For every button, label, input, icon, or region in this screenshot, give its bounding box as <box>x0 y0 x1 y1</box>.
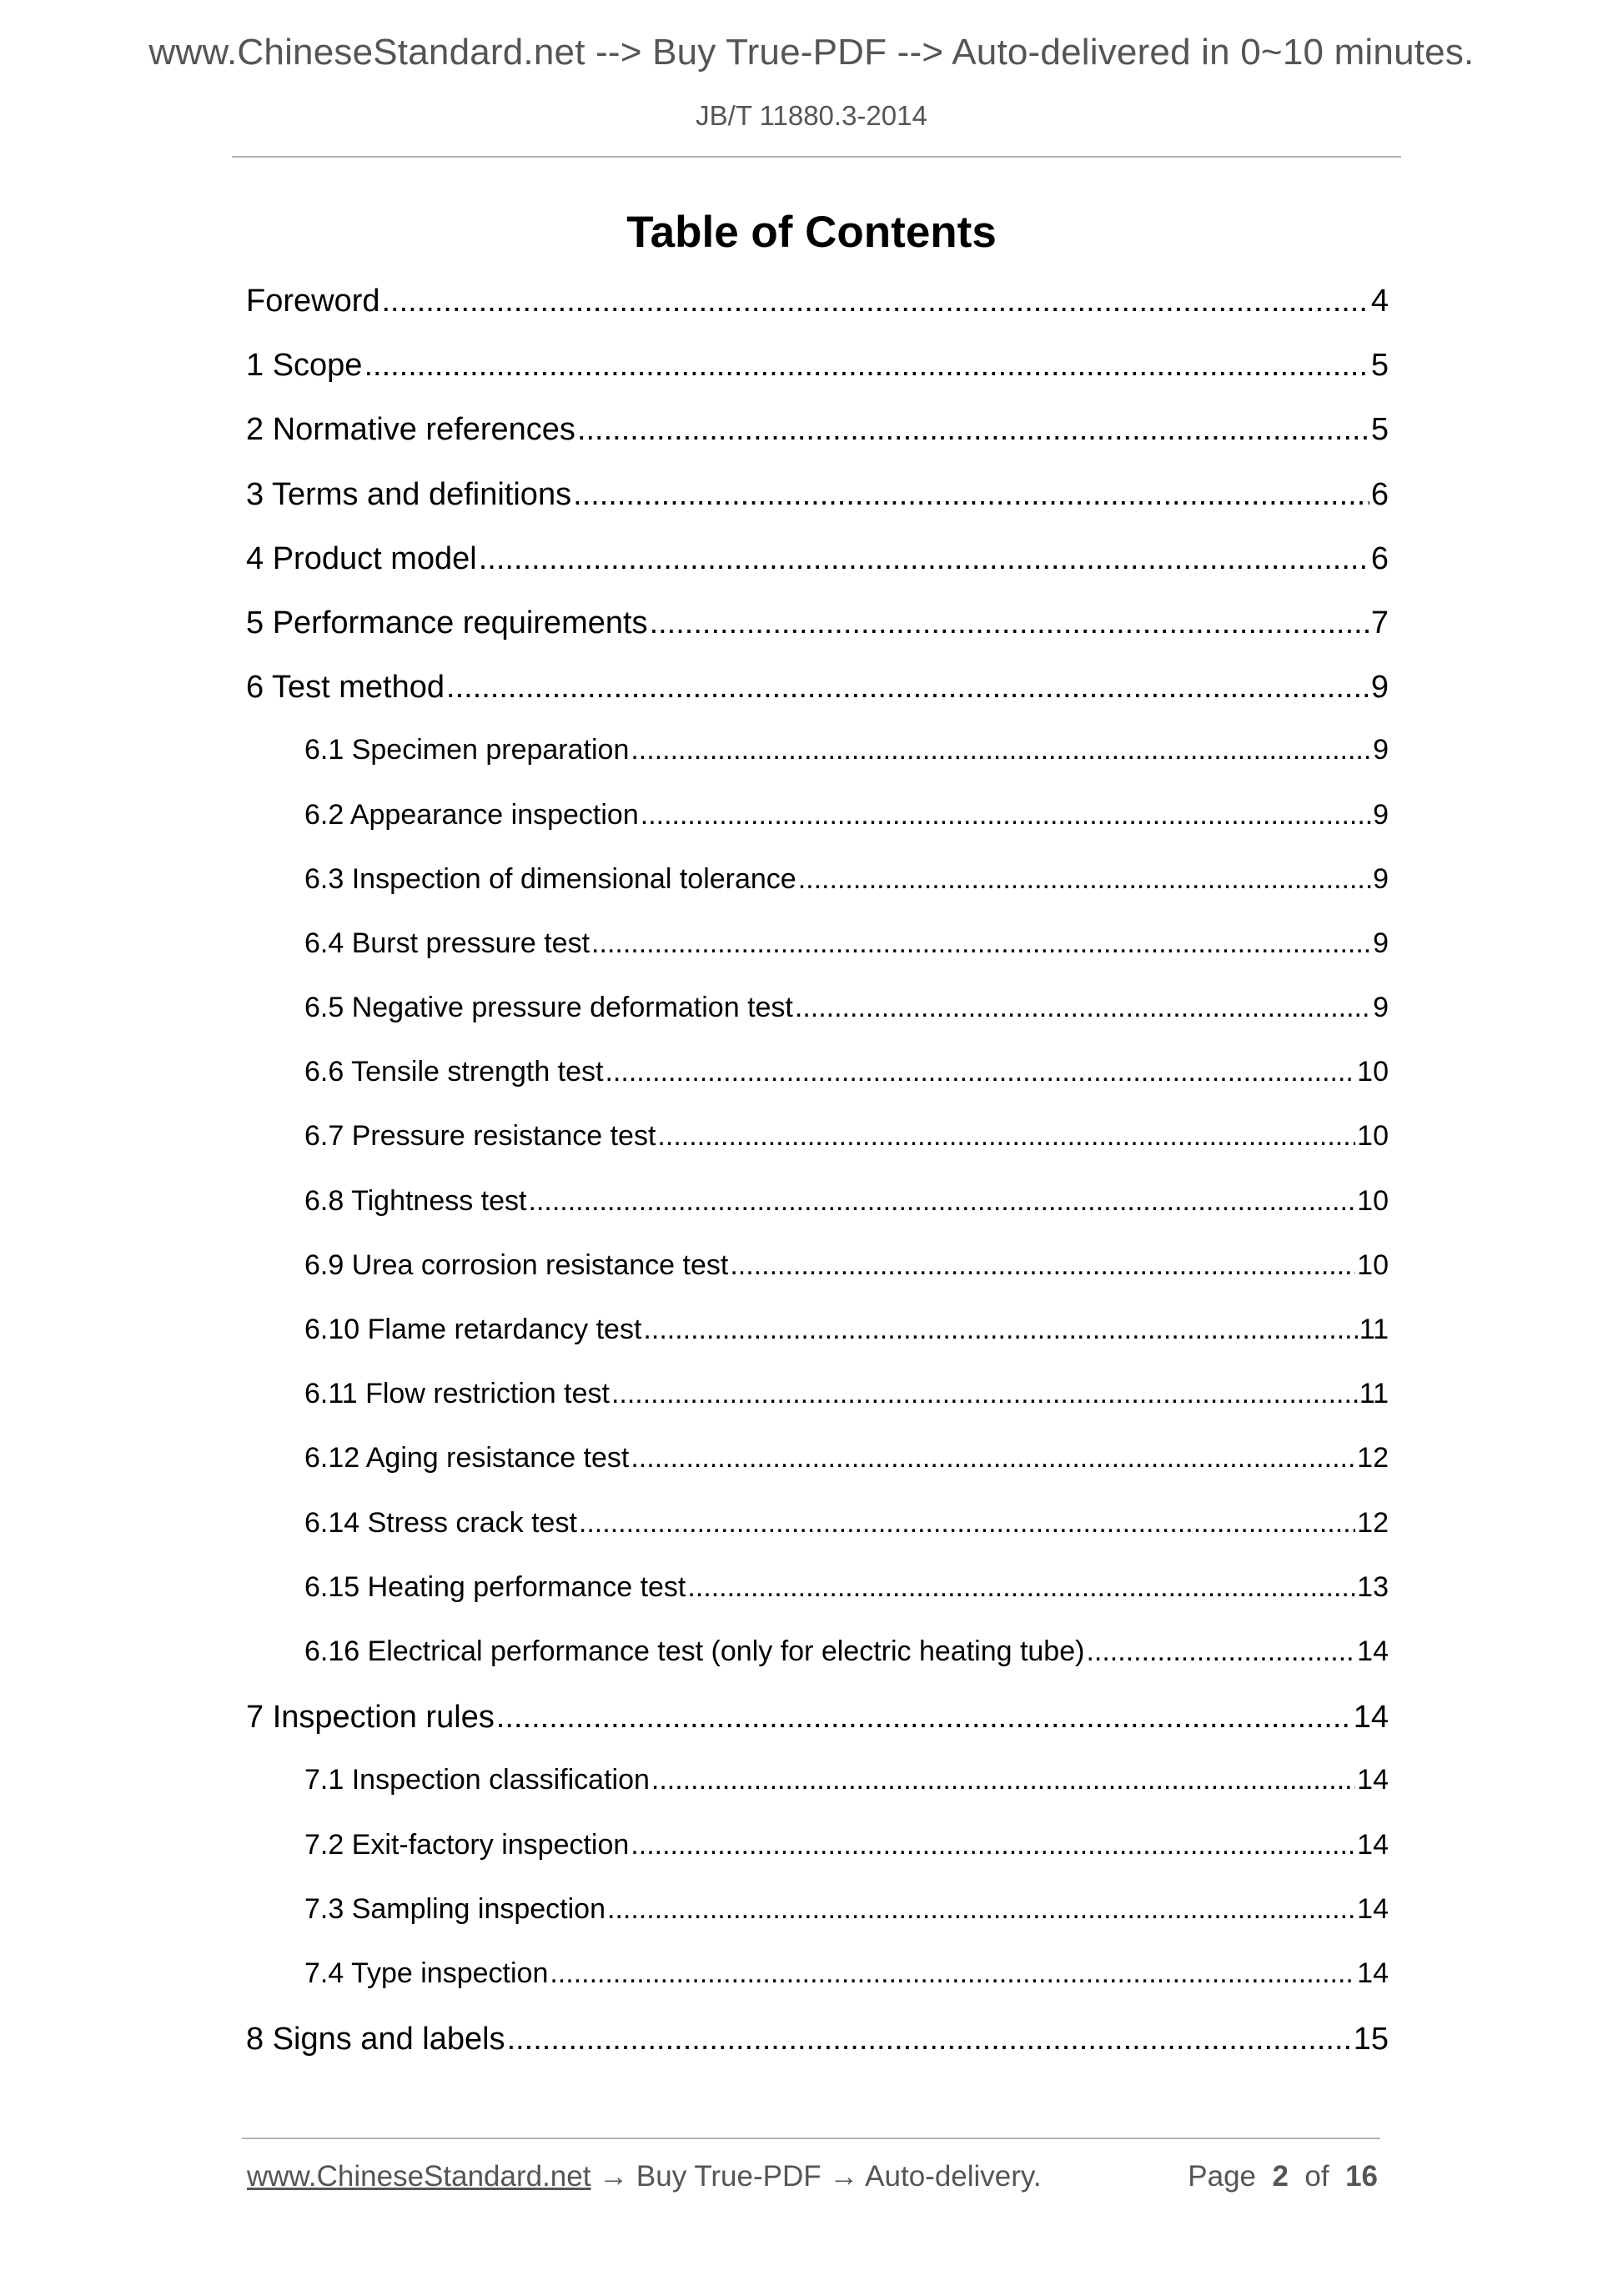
of-word: of <box>1304 2160 1329 2193</box>
toc-entry-label: 3 Terms and definitions <box>246 476 572 512</box>
toc-subentry[interactable] <box>246 863 1389 927</box>
total-pages-number: 16 <box>1345 2160 1378 2193</box>
page-indicator <box>1188 2160 1378 2193</box>
toc-subentry[interactable] <box>246 927 1389 992</box>
toc-entry-label: 6.7 Pressure resistance test <box>304 1120 656 1153</box>
dot-leader <box>550 1957 1355 1990</box>
dot-leader <box>446 670 1369 706</box>
toc-entry[interactable] <box>246 477 1389 541</box>
toc-entry-label: 6.15 Heating performance test <box>304 1570 686 1603</box>
toc-subentry[interactable] <box>246 1893 1389 1957</box>
toc-entry-label: 7.1 Inspection classification <box>304 1764 650 1796</box>
dot-leader <box>611 1378 1358 1410</box>
toc-entry-page: 12 <box>1357 1442 1389 1475</box>
dot-leader <box>607 1893 1355 1926</box>
toc-subentry[interactable] <box>246 1120 1389 1184</box>
dot-leader <box>364 348 1369 384</box>
toc-entry-label: 4 Product model <box>246 540 477 576</box>
toc-entry-label: 6.1 Specimen preparation <box>304 734 630 766</box>
toc-entry[interactable] <box>246 670 1389 734</box>
toc-entry-label: 6.6 Tensile strength test <box>304 1056 604 1088</box>
toc-entry-page: 6 <box>1370 540 1389 576</box>
toc-list <box>246 284 1389 2086</box>
toc-entry-label: 7 Inspection rules <box>246 1700 495 1736</box>
toc-subentry[interactable] <box>246 1249 1389 1314</box>
dot-leader <box>1086 1635 1355 1668</box>
dot-leader <box>687 1571 1355 1604</box>
top-banner: www.ChineseStandard.net --> Buy True-PDF --> Auto-delivered in 0~10 minutes. <box>148 32 1475 73</box>
toc-entry-page: 7 <box>1370 605 1389 641</box>
footer-promo <box>247 2160 1042 2193</box>
toc-entry-label: 5 Performance requirements <box>246 605 648 641</box>
toc-entry-label: 7.3 Sampling inspection <box>304 1892 606 1925</box>
dot-leader <box>605 1056 1355 1088</box>
toc-entry-label: 2 Normative references <box>246 412 575 448</box>
dot-leader <box>577 412 1369 448</box>
toc-entry-page: 5 <box>1370 348 1389 384</box>
toc-entry-label: 6.5 Negative pressure deformation test <box>304 992 793 1024</box>
toc-entry-page: 4 <box>1370 284 1389 319</box>
toc-entry-page: 14 <box>1357 1635 1389 1667</box>
dot-leader <box>507 2022 1352 2057</box>
toc-subentry[interactable] <box>246 1635 1389 1700</box>
footer-divider <box>242 2138 1380 2139</box>
footer-tagline: → Buy True-PDF → Auto-delivery. <box>590 2160 1042 2193</box>
dot-leader <box>479 541 1369 577</box>
toc-entry-page: 13 <box>1357 1570 1389 1603</box>
toc-entry-page: 9 <box>1373 927 1389 959</box>
toc-entry-page: 10 <box>1357 1056 1389 1088</box>
dot-leader <box>591 927 1371 960</box>
toc-subentry[interactable] <box>246 1957 1389 2022</box>
toc-entry-label: 6.8 Tightness test <box>304 1184 527 1217</box>
toc-entry-label: 8 Signs and labels <box>246 2022 505 2057</box>
dot-leader <box>657 1120 1355 1153</box>
toc-entry-label: 6.16 Electrical performance test (only for electric heating tube) <box>304 1635 1085 1667</box>
toc-entry-page: 11 <box>1359 1314 1389 1345</box>
toc-entry-label: Foreword <box>246 284 380 319</box>
toc-entry[interactable] <box>246 348 1389 412</box>
toc-entry[interactable] <box>246 541 1389 605</box>
toc-entry[interactable] <box>246 412 1389 476</box>
toc-subentry[interactable] <box>246 799 1389 863</box>
toc-entry-label: 6.10 Flame retardancy test <box>304 1314 642 1345</box>
dot-leader <box>529 1185 1356 1218</box>
toc-subentry[interactable] <box>246 1507 1389 1571</box>
toc-entry-page: 15 <box>1353 2022 1389 2057</box>
toc-entry-page: 10 <box>1357 1120 1389 1153</box>
toc-subentry[interactable] <box>246 1829 1389 1893</box>
dot-leader <box>650 605 1369 641</box>
toc-entry-page: 9 <box>1373 862 1389 895</box>
dot-leader <box>643 1314 1357 1346</box>
toc-entry-page: 9 <box>1373 798 1389 831</box>
toc-subentry[interactable] <box>246 1378 1389 1442</box>
dot-leader <box>631 734 1371 766</box>
toc-entry[interactable] <box>246 605 1389 670</box>
toc-entry-page: 14 <box>1357 1828 1389 1861</box>
toc-entry-page: 6 <box>1370 476 1389 512</box>
dot-leader <box>730 1249 1355 1282</box>
dot-leader <box>573 477 1369 513</box>
toc-entry-label: 6.4 Burst pressure test <box>304 927 590 959</box>
toc-entry[interactable] <box>246 2022 1389 2086</box>
header-divider <box>232 156 1401 158</box>
toc-entry-page: 14 <box>1357 1957 1389 1989</box>
toc-entry-page: 10 <box>1357 1248 1389 1281</box>
site-link[interactable]: www.ChineseStandard.net <box>247 2160 591 2193</box>
toc-entry-page: 14 <box>1353 1700 1389 1736</box>
page-word: Page <box>1188 2160 1257 2193</box>
toc-subentry[interactable] <box>246 1571 1389 1635</box>
toc-subentry[interactable] <box>246 1056 1389 1120</box>
toc-entry-page: 12 <box>1357 1506 1389 1539</box>
current-page-number: 2 <box>1272 2160 1289 2193</box>
toc-entry-label: 7.2 Exit-factory inspection <box>304 1828 630 1861</box>
dot-leader <box>496 1700 1352 1736</box>
toc-subentry[interactable] <box>246 1764 1389 1828</box>
toc-entry-label: 6.12 Aging resistance test <box>304 1442 630 1475</box>
toc-entry-label: 6.2 Appearance inspection <box>304 798 639 831</box>
toc-entry-page: 9 <box>1370 670 1389 706</box>
toc-entry-label: 6.9 Urea corrosion resistance test <box>304 1248 729 1281</box>
toc-entry-label: 7.4 Type inspection <box>304 1957 549 1989</box>
toc-entry-page: 9 <box>1373 734 1389 766</box>
toc-entry-label: 6 Test method <box>246 670 445 706</box>
toc-entry-page: 14 <box>1357 1764 1389 1796</box>
toc-entry[interactable] <box>246 284 1389 348</box>
toc-entry-page: 14 <box>1357 1892 1389 1925</box>
dot-leader <box>795 992 1371 1024</box>
toc-subentry[interactable] <box>246 1185 1389 1249</box>
document-code: JB/T 11880.3-2014 <box>696 100 927 131</box>
toc-subentry[interactable] <box>246 734 1389 798</box>
toc-entry-label: 6.14 Stress crack test <box>304 1506 577 1539</box>
dot-leader <box>579 1507 1355 1540</box>
toc-subentry[interactable] <box>246 1442 1389 1506</box>
dot-leader <box>798 863 1371 896</box>
dot-leader <box>631 1442 1355 1475</box>
toc-subentry[interactable] <box>246 1314 1389 1378</box>
dot-leader <box>641 799 1371 831</box>
dot-leader <box>631 1829 1355 1861</box>
dot-leader <box>382 284 1369 319</box>
toc-entry-label: 6.11 Flow restriction test <box>304 1378 610 1410</box>
toc-entry-page: 5 <box>1370 412 1389 448</box>
toc-entry-label: 6.3 Inspection of dimensional tolerance <box>304 862 796 895</box>
toc-subentry[interactable] <box>246 992 1389 1056</box>
toc-entry[interactable] <box>246 1700 1389 1764</box>
toc-entry-page: 10 <box>1357 1184 1389 1217</box>
dot-leader <box>651 1764 1355 1796</box>
toc-title: Table of Contents <box>626 208 997 257</box>
toc-entry-page: 11 <box>1359 1378 1389 1410</box>
toc-entry-page: 9 <box>1373 992 1389 1024</box>
toc-entry-label: 1 Scope <box>246 348 363 384</box>
